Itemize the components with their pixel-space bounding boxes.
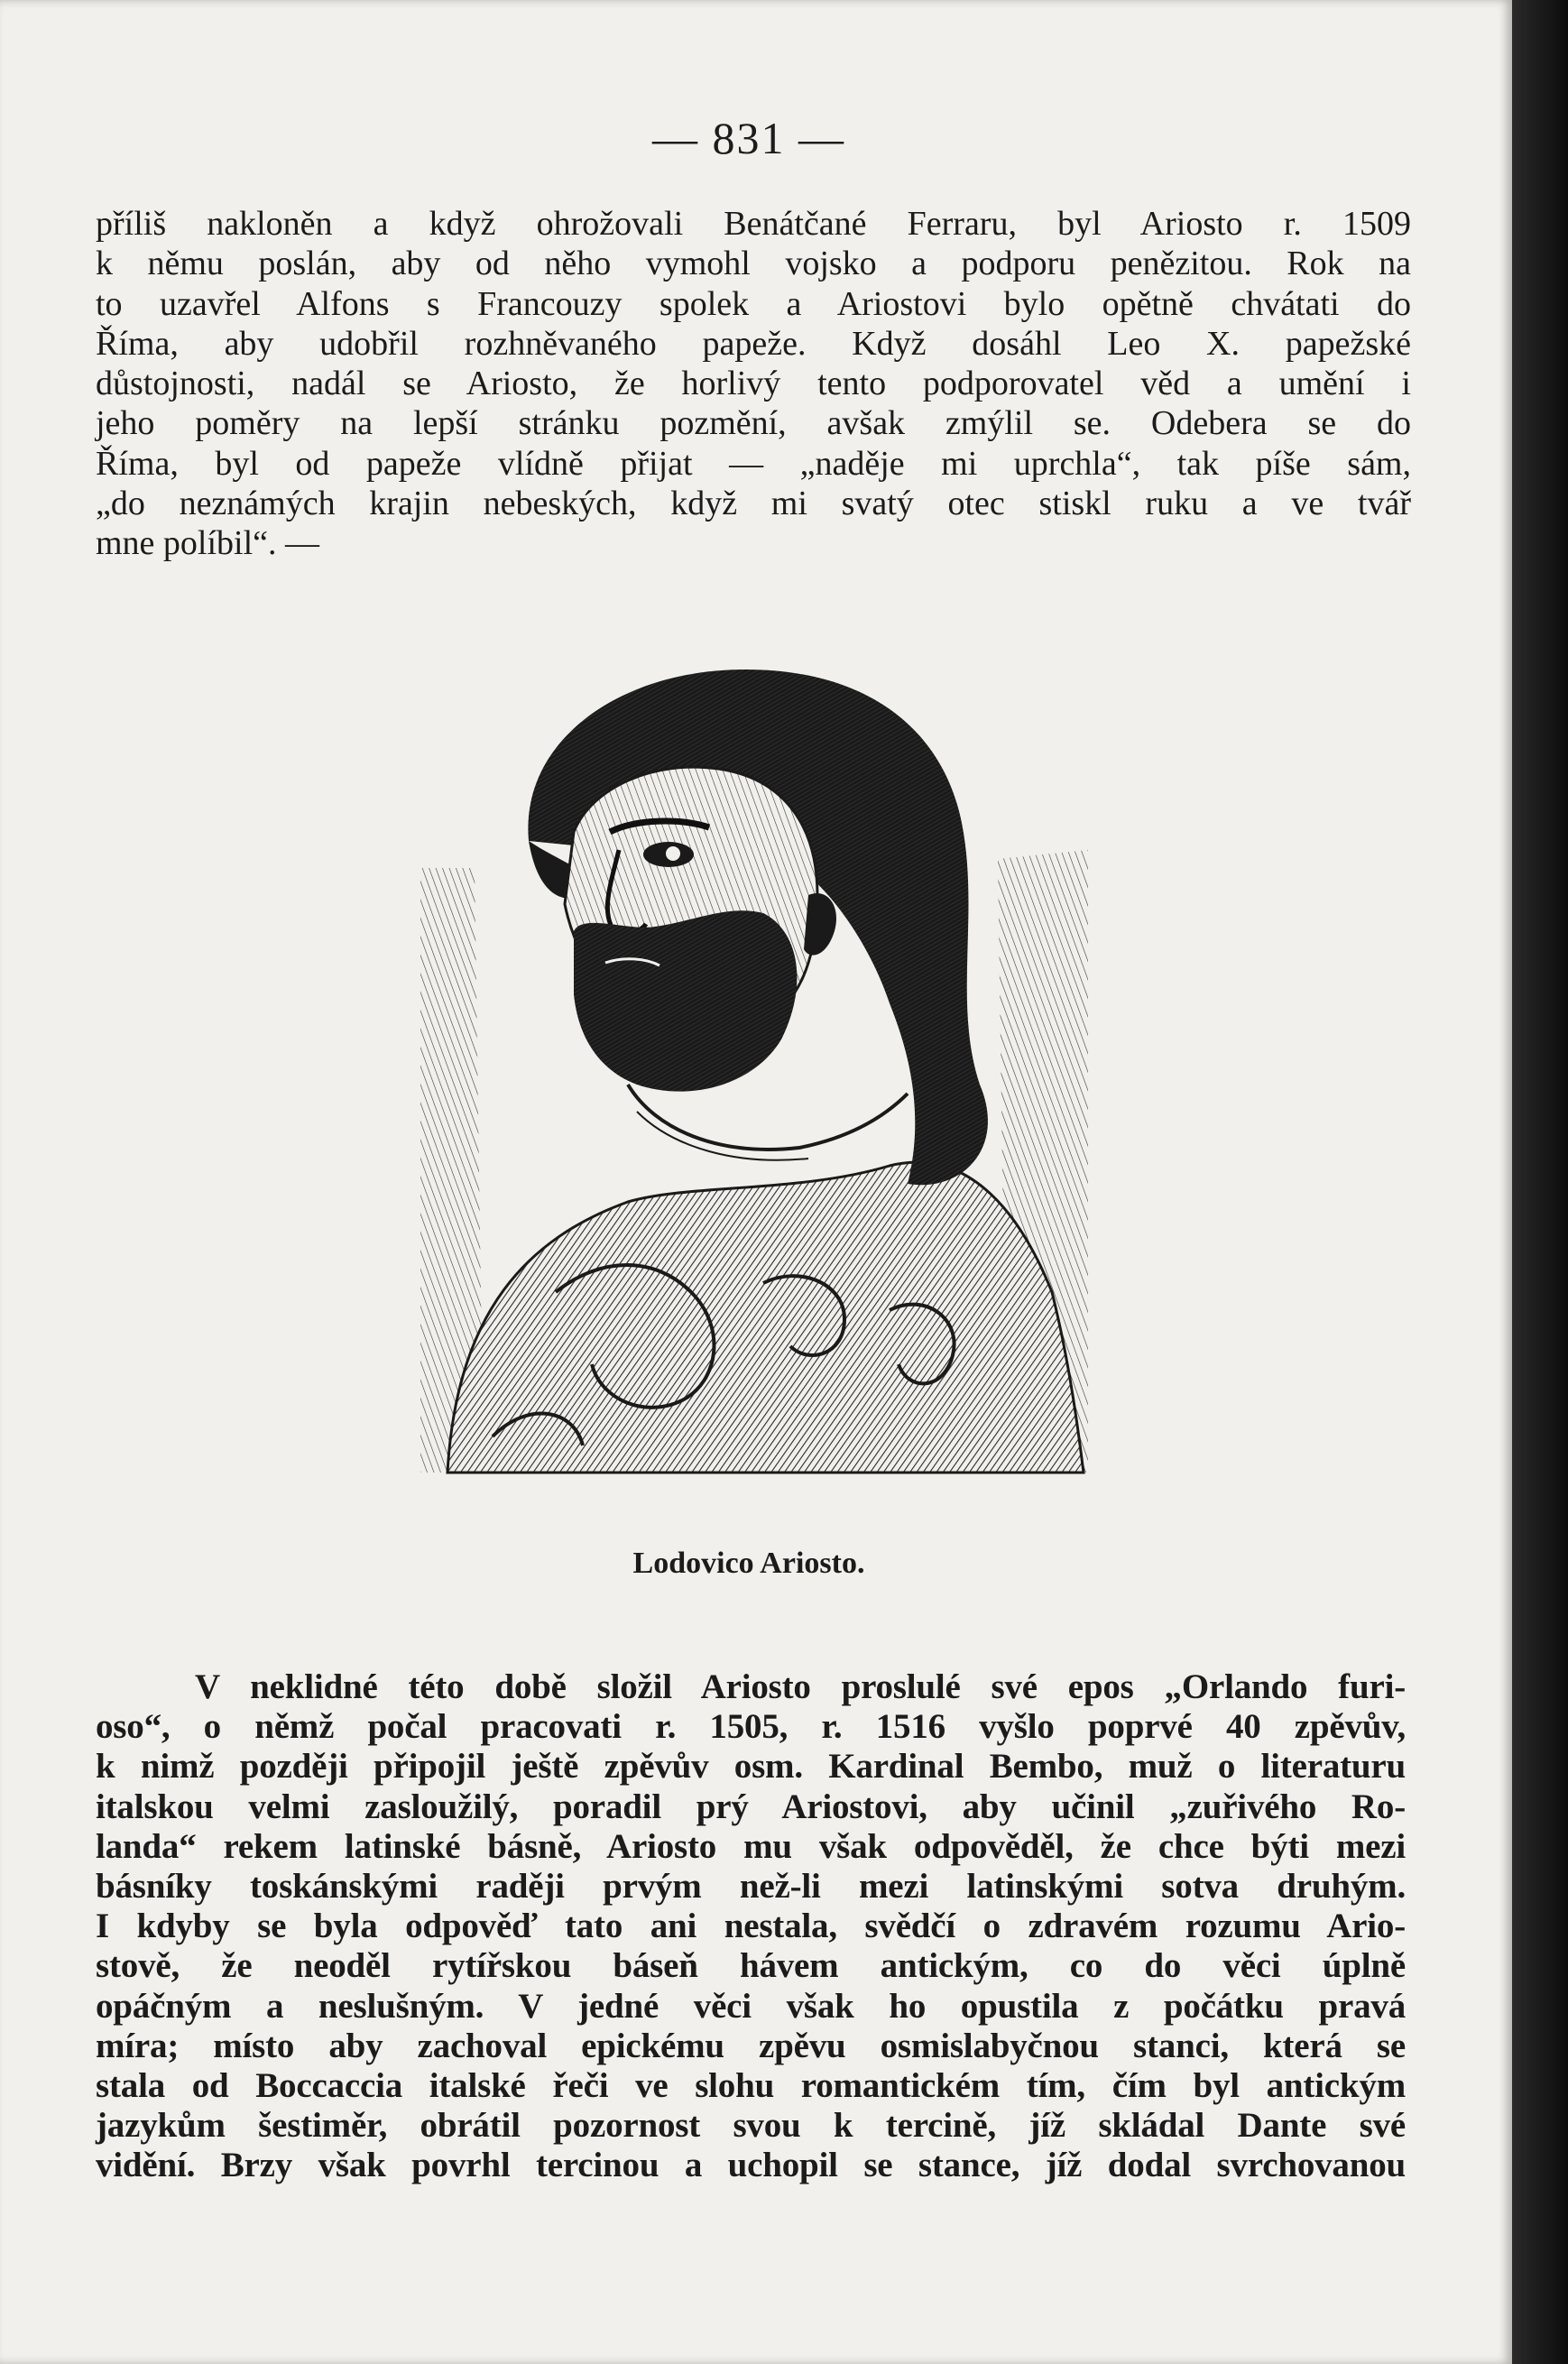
garment [447,1162,1084,1473]
text-line: jazykům šestiměr, obrátil pozornost svou k tercině, jíž skládal Dante své [96,2106,1406,2146]
text-line: důstojnosti, nadál se Ariosto, že horlivý tento podporovatel věd a umění i [96,365,1411,403]
portrait-engraving [420,660,1088,1523]
text-line: V neklidné této době složil Ariosto proslulé své epos „Orlando furi- [195,1667,1406,1706]
bottom-paragraph [96,1667,1406,2186]
text-line: italskou velmi zasloužilý, poradil prý Ariostovi, aby učinil „zuřivého Ro- [96,1787,1406,1826]
text-line: jeho poměry na lepší stránku pozmění, avšak zmýlil se. Odebera se do [96,404,1411,443]
text-line: oso“, o němž počal pracovati r. 1505, r. 1516 vyšlo poprvé 40 zpěvův, [96,1707,1406,1747]
page-number: — 831 — [652,113,845,163]
text-line: stala od Boccaccia italské řeči ve slohu romantickém tím, čím byl antickým [96,2066,1406,2106]
text-line: k nimž později připojil ještě zpěvův osm. Kardinal Bembo, muž o literaturu [96,1747,1406,1787]
beard [574,910,797,1091]
text-line: landa“ rekem latinské básně, Ariosto mu však odpověděl, že chce býti mezi [96,1826,1406,1866]
text-line: Říma, aby udobřil rozhněvaného papeže. Když dosáhl Leo X. papežské [96,324,1411,363]
text-line: příliš nakloněn a když ohrožovali Benátčané Ferraru, byl Ariosto r. 1509 [96,205,1411,243]
text-line: I kdyby se byla odpověď tato ani nestala, svědčí o zdravém rozumu Ario- [96,1907,1406,1946]
text-line: „do neznámých krajin nebeských, když mi svatý otec stiskl ruku a ve tvář [96,485,1411,523]
text-line: vidění. Brzy však povrhl tercinou a uchopil se stance, jíž dodal svrchovanou [96,2146,1406,2185]
text-line: opáčným a neslušným. V jedné věci však ho opustila z počátku pravá [96,1986,1406,2026]
text-line: Říma, byl od papeže vlídně přijat — „naděje mi uprchla“, tak píše sám, [96,444,1411,483]
figure-caption: Lodovico Ariosto. [632,1547,865,1580]
text-line: míra; místo aby zachoval epickému zpěvu osmislabyčnou stanci, která se [96,2026,1406,2065]
text-line: básníky toskánskými raději prvým než-li mezi latinskými sotva druhým. [96,1867,1406,1907]
text-line: k němu poslán, aby od něho vymohl vojsko a podporu penězitou. Rok na [96,245,1411,283]
scan-edge [1512,0,1568,2364]
text-line: stově, že neoděl rytířskou báseň hávem antickým, co do věci úplně [96,1946,1406,1986]
top-paragraph [96,204,1411,564]
text-line: to uzavřel Alfons s Francouzy spolek a Ariostovi bylo opětně chvátati do [96,284,1411,323]
text-line: mne políbil“. — [96,524,320,563]
